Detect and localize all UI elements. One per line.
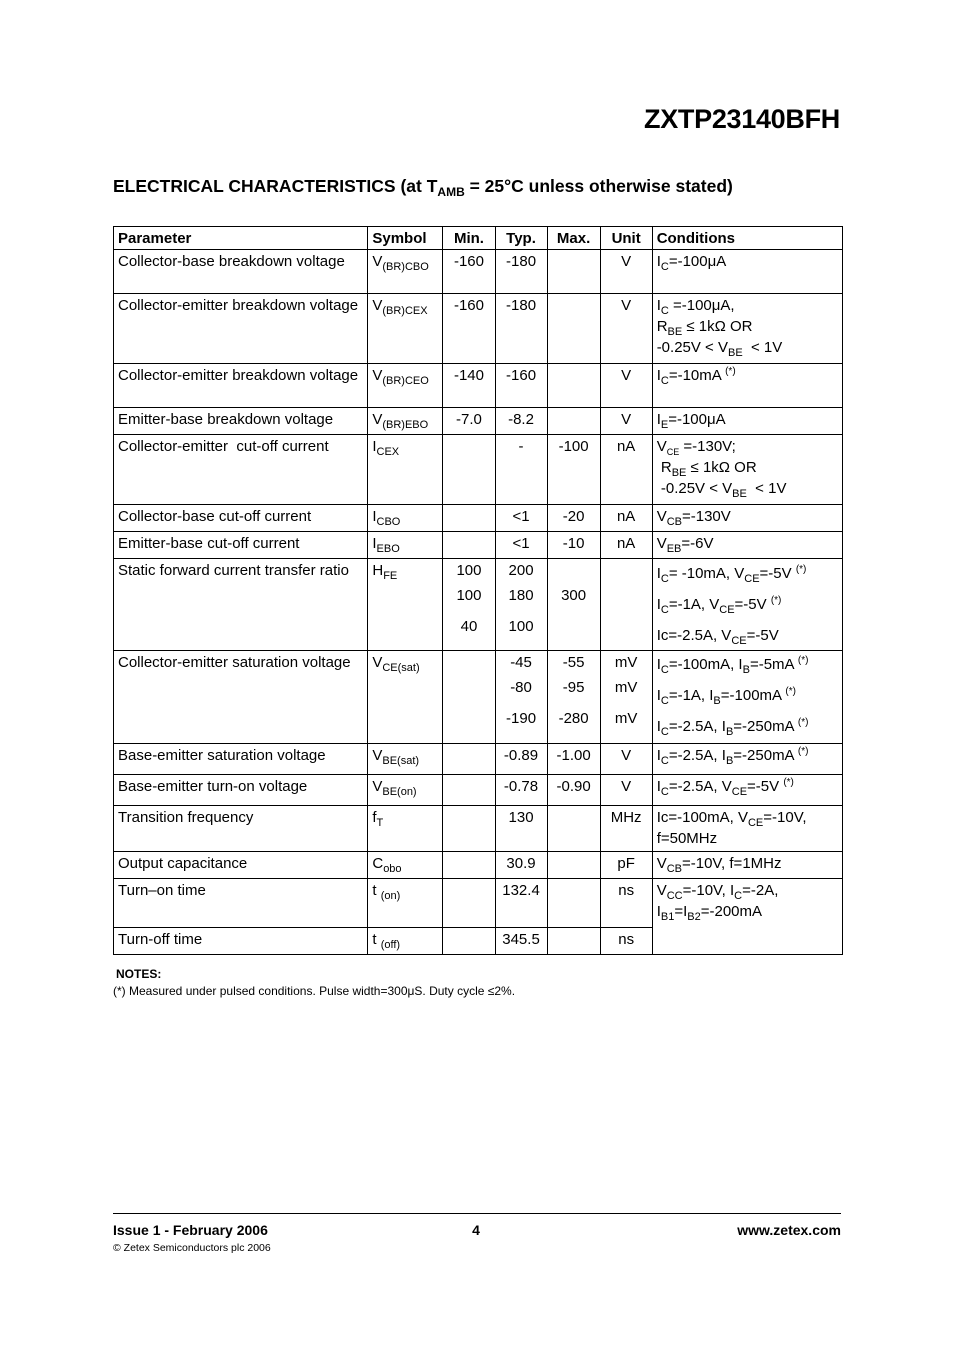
symbol-sub: (BR)CBO [382,261,429,273]
symbol-cell [368,559,443,651]
typ-cell: <1 [495,532,547,559]
min-cell [443,532,495,559]
symbol-sub: BE(sat) [382,755,420,767]
symbol-main: V [372,411,383,428]
table-row [114,532,843,559]
parameter-cell: Collector-emitter saturation voltage [114,651,368,744]
section-title-suffix: = 25°C unless otherwise stated) [464,176,733,196]
max-cell [547,852,600,879]
symbol-main: C [372,855,384,872]
symbol-main: V [372,367,383,384]
parameter-cell: Collector-base cut-off current [114,505,368,532]
header-unit: Unit [600,227,652,250]
header-conditions: Conditions [652,227,842,250]
unit-cell: nA [600,435,652,505]
unit-cell: V [600,364,652,408]
unit-cell: V [600,744,652,775]
max-cell: -1.00 [547,744,600,775]
unit-cell: mV mV mV [600,651,652,744]
symbol-main: V [372,654,383,671]
min-cell: -140 [443,364,495,408]
symbol-main: I [372,535,377,552]
typ-cell: 130 [495,806,547,852]
table-row [114,505,843,532]
section-title [113,176,733,197]
unit-cell: V [600,250,652,294]
header-typ: Typ. [495,227,547,250]
typ-cell: <1 [495,505,547,532]
max-cell: -0.90 [547,775,600,806]
min-cell [443,651,495,744]
symbol-cell [368,806,443,852]
min-cell [443,505,495,532]
unit-cell: nA [600,532,652,559]
unit-cell: V [600,408,652,435]
table-row [114,250,843,294]
symbol-sub: (off) [380,939,401,951]
electrical-characteristics-table [113,226,843,955]
typ-cell: -0.78 [495,775,547,806]
unit-cell: nA [600,505,652,532]
table-row [114,775,843,806]
conditions-cell: $I_E=-100\mu A$ [652,408,842,435]
conditions-cell: $V_{CB}=-130V$ [652,505,842,532]
symbol-sub: (BR)CEX [382,305,428,317]
unit-cell: pF [600,852,652,879]
symbol-cell [368,250,443,294]
min-cell: 100 100 40 [443,559,495,651]
typ-cell: -160 [495,364,547,408]
typ-cell: 132.4 [495,879,547,928]
footer-copyright: © Zetex Semiconductors plc 2006 [113,1242,271,1254]
table-row [114,364,843,408]
table-row [114,744,843,775]
conditions-cell: $I_C=-10mA$ (*) [652,364,842,408]
table-row [114,806,843,852]
typ-cell: - [495,435,547,505]
typ-cell: -8.2 [495,408,547,435]
symbol-main: V [372,778,383,795]
min-cell [443,928,495,955]
symbol-sub: T [376,817,384,829]
unit-cell: ns [600,879,652,928]
footer-website: www.zetex.com [737,1222,841,1238]
section-title-subscript: AMB [437,185,465,199]
parameter-cell: Collector-emitter breakdown voltage [114,294,368,364]
unit-cell: V [600,775,652,806]
max-cell [547,806,600,852]
parameter-cell: Collector-emitter cut-off current [114,435,368,505]
typ-cell: 345.5 [495,928,547,955]
header-symbol: Symbol [368,227,443,250]
max-cell: -20 [547,505,600,532]
typ-cell: 200 180 100 [495,559,547,651]
unit-cell: MHz [600,806,652,852]
conditions-cell: $I_C= -10mA$, $V_{CE}=-5V$ (*) $I_C=-1A$, $V_{CE}=-5V$ (*) Ic=-2.5A, $V_{CE}=-5V$ [652,559,842,651]
typ-cell: -180 [495,250,547,294]
parameter-cell: Output capacitance [114,852,368,879]
symbol-cell [368,651,443,744]
min-cell [443,744,495,775]
max-cell: -55 -95 -280 [547,651,600,744]
conditions-cell: Ic=-100mA, $V_{CE}=-10V$, f=50MHz [652,806,842,852]
header-min: Min. [443,227,495,250]
min-cell: -160 [443,294,495,364]
symbol-cell [368,505,443,532]
conditions-cell: $I_C=-2.5A$, $I_B=-250mA$ (*) [652,744,842,775]
notes-text: (*) Measured under pulsed conditions. Pulse width=300μS. Duty cycle ≤2%. [113,984,516,998]
symbol-sub: FE [383,570,398,582]
symbol-main: V [372,253,383,270]
symbol-cell [368,364,443,408]
max-cell [547,364,600,408]
max-cell: -100 [547,435,600,505]
table-row [114,852,843,879]
min-cell [443,806,495,852]
symbol-main: f [372,809,377,826]
max-cell: -10 [547,532,600,559]
symbol-sub: (BR)EBO [382,419,429,431]
notes-heading: NOTES: [116,967,162,981]
symbol-main: I [372,508,377,525]
symbol-main: t [372,882,381,899]
unit-cell: V [600,294,652,364]
symbol-sub: (BR)CEO [382,375,429,387]
min-cell [443,852,495,879]
symbol-main: I [372,438,377,455]
min-cell [443,435,495,505]
parameter-cell: Base-emitter saturation voltage [114,744,368,775]
symbol-cell [368,408,443,435]
parameter-cell: Emitter-base cut-off current [114,532,368,559]
table-row [114,435,843,505]
conditions-cell: $I_C=-2.5A$, $V_{CE}=-5V$ (*) [652,775,842,806]
conditions-cell: $V_{EB}=-6V$ [652,532,842,559]
table-row [114,294,843,364]
header-max: Max. [547,227,600,250]
symbol-main: t [372,931,381,948]
symbol-sub: BE(on) [382,786,417,798]
symbol-sub: obo [383,863,402,875]
conditions-cell: $I_C=-100mA$, $I_B=-5mA$ (*) $I_C=-1A$, $I_B=-100mA$ (*) $I_C=-2.5A$, $I_B=-250mA$ (*) [652,651,842,744]
typ-cell: -0.89 [495,744,547,775]
conditions-cell: $V_{CB}=-10V$, f=1MHz [652,852,842,879]
symbol-main: V [372,747,383,764]
table-row [114,559,843,651]
section-title-prefix: ELECTRICAL CHARACTERISTICS (at T [113,176,438,196]
footer-issue: Issue 1 - February 2006 [113,1222,268,1238]
table-row [114,879,843,928]
conditions-cell: $I_C=-100\mu A$ [652,250,842,294]
symbol-cell [368,532,443,559]
max-cell [547,294,600,364]
symbol-main: V [372,297,383,314]
typ-cell: -180 [495,294,547,364]
parameter-cell: Base-emitter turn-on voltage [114,775,368,806]
parameter-cell: Collector-emitter breakdown voltage [114,364,368,408]
min-cell: -160 [443,250,495,294]
min-cell [443,775,495,806]
header-parameter: Parameter [114,227,368,250]
max-cell [547,928,600,955]
symbol-cell [368,775,443,806]
parameter-cell: Collector-base breakdown voltage [114,250,368,294]
symbol-cell [368,744,443,775]
conditions-cell: $V_{CC}=-10V$, $I_C=-2A$, $I_{B1}=I_{B2}=-200mA$ [652,879,842,955]
symbol-cell [368,852,443,879]
symbol-cell [368,435,443,505]
parameter-cell: Turn-off time [114,928,368,955]
symbol-main: H [372,562,384,579]
parameter-cell: Transition frequency [114,806,368,852]
min-cell: -7.0 [443,408,495,435]
typ-cell: -45 -80 -190 [495,651,547,744]
symbol-sub: CEX [376,446,400,458]
symbol-cell [368,928,443,955]
parameter-cell: Emitter-base breakdown voltage [114,408,368,435]
symbol-cell [368,879,443,928]
typ-cell: 30.9 [495,852,547,879]
conditions-cell: $V_{CE} =-130V$; $R_{BE} \le 1k\Omega$ OR $-0.25V < V_{BE} < 1V$ [652,435,842,505]
footer-divider [113,1213,841,1214]
unit-cell [600,559,652,651]
max-cell [547,250,600,294]
symbol-sub: EBO [376,543,400,555]
parameter-cell: Static forward current transfer ratio [114,559,368,651]
symbol-sub: CE(sat) [382,662,420,674]
parameter-cell: Turn–on time [114,879,368,928]
min-cell [443,879,495,928]
table-row [114,408,843,435]
notes [113,966,515,1000]
document-title: ZXTP23140BFH [644,104,840,134]
max-cell [547,879,600,928]
max-cell [547,408,600,435]
conditions-cell: $I_C =-100\mu A$, $R_{BE} \le 1k\Omega$ OR $-0.25V < V_{BE} < 1V$ [652,294,842,364]
page-number: 4 [472,1222,480,1238]
symbol-cell [368,294,443,364]
unit-cell: ns [600,928,652,955]
symbol-sub: CBO [376,516,401,528]
symbol-sub: (on) [380,890,401,902]
table-header-row [114,227,843,250]
table-row [114,651,843,744]
max-cell: 300 [547,559,600,651]
